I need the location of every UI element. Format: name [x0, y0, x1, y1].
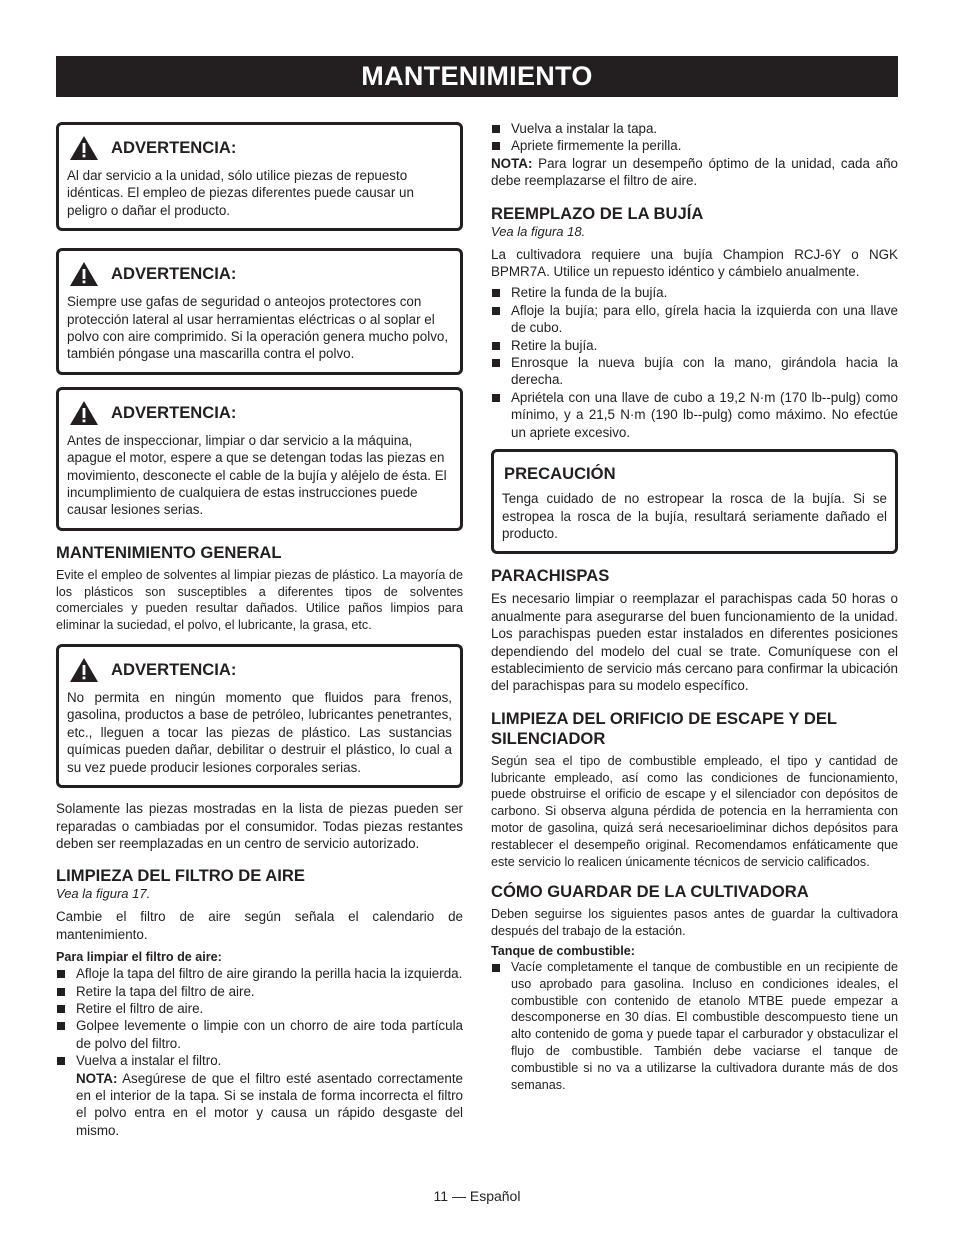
- air-filter-subheading: Para limpiar el filtro de aire:: [56, 950, 222, 965]
- storage-steps: [491, 959, 898, 1093]
- warning-box-3: [56, 387, 463, 531]
- general-maintenance-text: Evite el empleo de solventes al limpiar piezas de plástico. La mayoría de los plásticos son susceptibles a diferentes tipos de solventes comerciales y pueden resultar dañados. Utilice paños limpios para eliminar la suciedad, el polvo, el lubricante, la grasa, etc.: [56, 567, 463, 633]
- storage-text: Deben seguirse los siguientes pasos antes de guardar la cultivadora después del trabajo de la estación.: [491, 907, 898, 939]
- note-label: NOTA:: [491, 155, 533, 171]
- list-item: Enrosque la nueva bujía con la mano, girándola hacia la derecha.: [491, 354, 898, 389]
- warning-label: ADVERTENCIA:: [111, 138, 237, 157]
- spark-plug-steps: [491, 284, 898, 441]
- warning-box-2: [56, 248, 463, 375]
- warning-text: Al dar servicio a la unidad, sólo utilice piezas de repuesto idénticas. El empleo de piezas diferentes puede causar un peligro o dañar el producto.: [67, 168, 414, 218]
- warning-text: Antes de inspeccionar, limpiar o dar servicio a la máquina, apague el motor, espere a que se detengan todas las piezas en movimiento, desconecte el cable de la bujía y aléjelo de ésta. El incumplimiento de cualquiera de estas instrucciones puede causar lesiones serias.: [67, 432, 447, 518]
- page-footer: 11 — Español: [433, 1188, 521, 1204]
- list-item: Afloje la tapa del filtro de aire girando la perilla hacia la izquierda.: [56, 965, 463, 982]
- list-item: Vacíe completamente el tanque de combustible en un recipiente de uso aprobado para gasolina. Incluso en condiciones ideales, el combustible con contenido de etanolo MTBE puede empezar a descomponerse en 30 días. El combustible descompuesto tiene un alto contenido de goma y puede tapar el carburador y obstaculizar el flujo de combustible. También debe vaciarse el tanque de combustible si no va a utilizarse la cultivadora durante más de dos semanas.: [491, 959, 898, 1093]
- warning-text: Siempre use gafas de seguridad o anteojos protectores con protección lateral al usar herramientas eléctricas o al soplar el polvo con aire comprimido. Si la operación genera mucho polvo, también póngase una mascarilla contra el polvo.: [67, 294, 449, 362]
- air-filter-annual-note: [491, 155, 898, 190]
- air-filter-note: [56, 1070, 463, 1140]
- warning-text: No permita en ningún momento que fluidos para frenos, gasolina, productos a base de petróleo, lubricantes penetrantes, etc., lleguen a tocar las piezas de plástico. Las sustancias químicas pueden dañar, debilitar o destruir el plástico, lo cual a su vez puede producir lesiones corporales serias.: [67, 690, 452, 775]
- warning-triangle-icon: [69, 657, 99, 683]
- section-heading-air-filter: LIMPIEZA DEL FILTRO DE AIRE: [56, 866, 305, 886]
- replaceable-parts-text: Solamente las piezas mostradas en la lista de piezas pueden ser reparadas o cambiadas por el consumidor. Todas piezas restantes deben ser reemplazadas en un centro de servicio autorizado.: [56, 801, 463, 851]
- list-item: Vuelva a instalar el filtro.: [56, 1052, 463, 1069]
- section-heading-general: MANTENIMIENTO GENERAL: [56, 542, 282, 562]
- warning-label: ADVERTENCIA:: [111, 660, 237, 680]
- air-filter-steps-continued: [491, 120, 898, 155]
- warning-box-4: [56, 644, 463, 788]
- warning-box-1: [56, 122, 463, 231]
- list-item: Afloje la bujía; para ello, gírela hacia la izquierda con una llave de cubo.: [491, 302, 898, 337]
- caution-label: PRECAUCIÓN: [504, 464, 616, 484]
- list-item: Apriétela con una llave de cubo a 19,2 N·m (170 lb--pulg) como mínimo, y a 21,5 N·m (190 lb--pulg) como máximo. No efectúe un apriete excesivo.: [491, 389, 898, 441]
- list-item: Apriete firmemente la perilla.: [491, 137, 898, 154]
- warning-triangle-icon: [69, 135, 99, 161]
- note-text: Para lograr un desempeño óptimo de la unidad, cada año debe reemplazarse el filtro de aire.: [491, 155, 898, 189]
- warning-label: ADVERTENCIA:: [111, 264, 237, 284]
- list-item: Retire la bujía.: [491, 337, 898, 354]
- list-item: Retire el filtro de aire.: [56, 1000, 463, 1017]
- figure-reference: Vea la figura 18.: [491, 223, 586, 239]
- left-column: [56, 122, 463, 1139]
- note-label: NOTA:: [76, 1070, 118, 1086]
- caution-text: Tenga cuidado de no estropear la rosca de la bujía. Si se estropea la rosca de la bujía, resultará seriamente dañado el producto.: [502, 491, 887, 541]
- page-title: MANTENIMIENTO: [56, 56, 898, 97]
- spark-plug-text: La cultivadora requiere una bujía Champion RCJ-6Y o NGK BPMR7A. Utilice un repuesto idéntico y cámbielo anualmente.: [491, 246, 898, 280]
- list-item: Retire la funda de la bujía.: [491, 284, 898, 301]
- spark-arrestor-text: Es necesario limpiar o reemplazar el parachispas cada 50 horas o anualmente para asegurarse del buen funcionamiento de la unidad. Los parachispas pueden estar instalados en diferentes posiciones dependiendo del modelo del cual se trate. Comuníquese con el establecimiento de servicio más cercano para confirmar la ubicación del parachispas para su modelo específico.: [491, 591, 898, 694]
- fuel-tank-subheading: Tanque de combustible:: [491, 943, 635, 958]
- section-heading-spark-arrestor: PARACHISPAS: [491, 566, 610, 586]
- list-item: Golpee levemente o limpie con un chorro de aire toda partícula de polvo del filtro.: [56, 1017, 463, 1052]
- figure-reference: Vea la figura 17.: [56, 886, 151, 902]
- air-filter-steps: [56, 965, 463, 1069]
- warning-triangle-icon: [69, 261, 99, 287]
- warning-label: ADVERTENCIA:: [111, 402, 237, 422]
- list-item: Retire la tapa del filtro de aire.: [56, 983, 463, 1000]
- note-text: Asegúrese de que el filtro esté asentado correctamente en el interior de la tapa. Si se instala de forma incorrecta el filtro el polvo entra en el motor y causa un rápido desgaste del mismo.: [76, 1070, 463, 1138]
- air-filter-text: Cambie el filtro de aire según señala el calendario de mantenimiento.: [56, 909, 463, 942]
- section-heading-spark-plug: REEMPLAZO DE LA BUJÍA: [491, 203, 704, 223]
- exhaust-text: Según sea el tipo de combustible empleado, el tipo y cantidad de lubricante empleado, así como las condiciones de funcionamiento, puede obstruirse el orificio de escape y el silenciador con depósitos de carbono. Si observa alguna pérdida de potencia en la herramienta con motor de gasolina, quizá será necesarioeliminar dichos depósitos para restablecer el desempeño original. Recomendamos enfáticamente que este servicio lo realicen únicamente técnicos de servicio calificados.: [491, 753, 898, 869]
- list-item: Vuelva a instalar la tapa.: [491, 120, 898, 137]
- section-heading-exhaust: LIMPIEZA DEL ORIFICIO DE ESCAPE Y DEL SILENCIADOR: [491, 708, 837, 748]
- section-heading-storage: CÓMO GUARDAR DE LA CULTIVADORA: [491, 882, 809, 902]
- right-column: [491, 120, 898, 1093]
- warning-triangle-icon: [69, 400, 99, 426]
- caution-box: [491, 449, 898, 554]
